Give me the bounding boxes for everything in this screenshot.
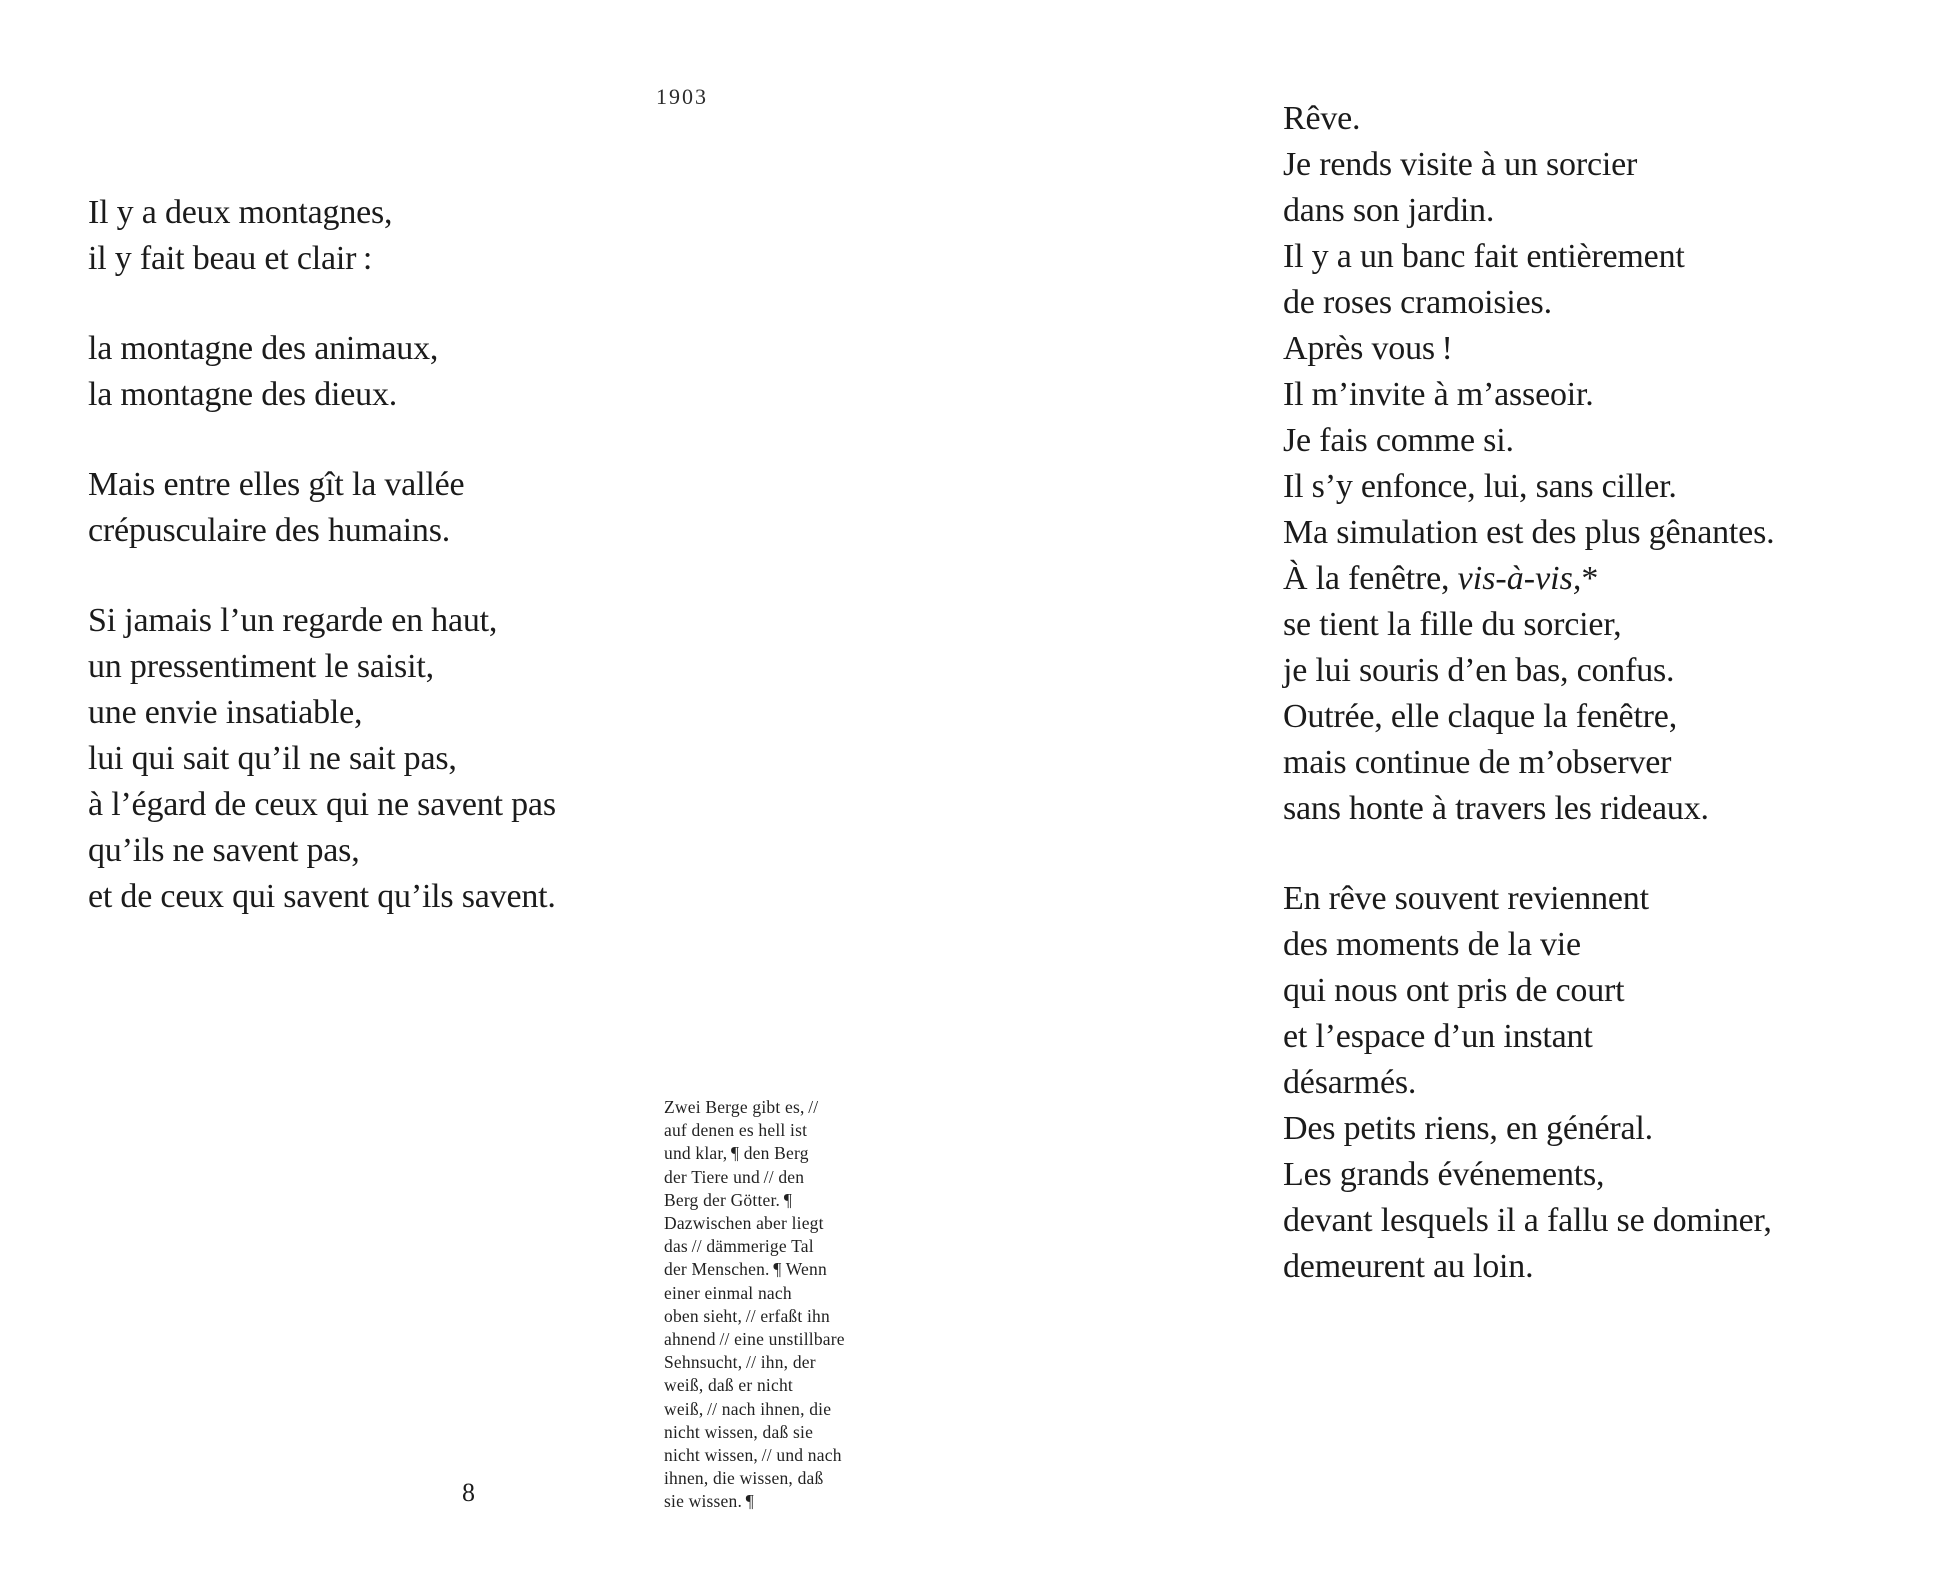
margin-note-line: Sehnsucht, // ihn, der	[664, 1352, 816, 1373]
poem-line: sans honte à travers les rideaux.	[1283, 790, 1709, 827]
poem-line: se tient la fille du sorcier,	[1283, 606, 1622, 643]
line-prefix: À la fenêtre,	[1283, 560, 1458, 597]
margin-note-line: auf denen es hell ist	[664, 1120, 808, 1141]
poem-line: dans son jardin.	[1283, 192, 1495, 229]
poem-line: à l’égard de ceux qui ne savent pas	[88, 786, 556, 823]
poem-line: Si jamais l’un regarde en haut,	[88, 602, 498, 639]
poem-line: Je fais comme si.	[1283, 422, 1514, 459]
german-margin-note	[664, 1096, 845, 1514]
poem-line: Il y a un banc fait entièrement	[1283, 238, 1685, 275]
poem-line-mixed	[1283, 556, 1774, 602]
margin-note-line: das // dämmerige Tal	[664, 1236, 814, 1257]
poem-line: je lui souris d’en bas, confus.	[1283, 652, 1675, 689]
margin-note-line: der Tiere und // den	[664, 1166, 805, 1187]
poem-line: Ma simulation est des plus gênantes.	[1283, 514, 1775, 551]
right-poem	[1283, 96, 1774, 1290]
margin-note-line: ihnen, die wissen, daß	[664, 1468, 824, 1489]
margin-note-line: der Menschen. ¶ Wenn	[664, 1259, 827, 1280]
margin-note-line: und klar, ¶ den Berg	[664, 1143, 809, 1164]
poem-line: désarmés.	[1283, 1064, 1417, 1101]
poem-line: En rêve souvent reviennent	[1283, 880, 1649, 917]
poem-line: et l’espace d’un instant	[1283, 1018, 1593, 1055]
margin-note-line: oben sieht, // erfaßt ihn	[664, 1305, 830, 1326]
poem-line: Les grands événements,	[1283, 1156, 1605, 1193]
margin-note-line: sie wissen. ¶	[664, 1491, 754, 1512]
poem-line: la montagne des animaux,	[88, 330, 439, 367]
margin-note-line: nicht wissen, daß sie	[664, 1421, 814, 1442]
poem-line: demeurent au loin.	[1283, 1248, 1534, 1285]
poem-line: et de ceux qui savent qu’ils savent.	[88, 878, 556, 915]
margin-note-line: nicht wissen, // und nach	[664, 1445, 842, 1466]
poem-line: qui nous ont pris de court	[1283, 972, 1625, 1009]
poem-line: Il s’y enfonce, lui, sans ciller.	[1283, 468, 1677, 505]
margin-note-line: ahnend // eine unstillbare	[664, 1329, 845, 1350]
poem-line: devant lesquels il a fallu se dominer,	[1283, 1202, 1772, 1239]
margin-note-line: Dazwischen aber liegt	[664, 1213, 824, 1234]
poem-line: Outrée, elle claque la fenêtre,	[1283, 698, 1677, 735]
poem-line: Rêve.	[1283, 100, 1361, 137]
poem-line: une envie insatiable,	[88, 694, 363, 731]
margin-note-line: Berg der Götter. ¶	[664, 1189, 792, 1210]
poem-line: crépusculaire des humains.	[88, 512, 451, 549]
page-number: 8	[462, 1478, 475, 1507]
poem-line: lui qui sait qu’il ne sait pas,	[88, 740, 457, 777]
poem-line: un pressentiment le saisit,	[88, 648, 434, 685]
running-head-year: 1903	[656, 84, 708, 109]
poem-line: Mais entre elles gît la vallée	[88, 466, 465, 503]
poem-line: de roses cramoisies.	[1283, 284, 1552, 321]
poem-line: la montagne des dieux.	[88, 376, 398, 413]
poem-line: qu’ils ne savent pas,	[88, 832, 360, 869]
left-poem	[88, 190, 556, 920]
poem-line: il y fait beau et clair :	[88, 240, 373, 277]
poem-line: Des petits riens, en général.	[1283, 1110, 1653, 1147]
poem-line: Il m’invite à m’asseoir.	[1283, 376, 1594, 413]
poem-line: des moments de la vie	[1283, 926, 1581, 963]
margin-note-line: Zwei Berge gibt es, //	[664, 1097, 819, 1117]
italic-phrase: vis-à-vis,	[1457, 560, 1582, 597]
margin-note-line: einer einmal nach	[664, 1282, 792, 1303]
poem-line: Il y a deux montagnes,	[88, 194, 393, 231]
poem-line: mais continue de m’observer	[1283, 744, 1672, 781]
asterisk-marker: *	[1581, 560, 1599, 597]
poem-line: Après vous !	[1283, 330, 1453, 367]
poem-line: Je rends visite à un sorcier	[1283, 146, 1638, 183]
margin-note-line: weiß, daß er nicht	[664, 1375, 793, 1396]
margin-note-line: weiß, // nach ihnen, die	[664, 1398, 832, 1419]
